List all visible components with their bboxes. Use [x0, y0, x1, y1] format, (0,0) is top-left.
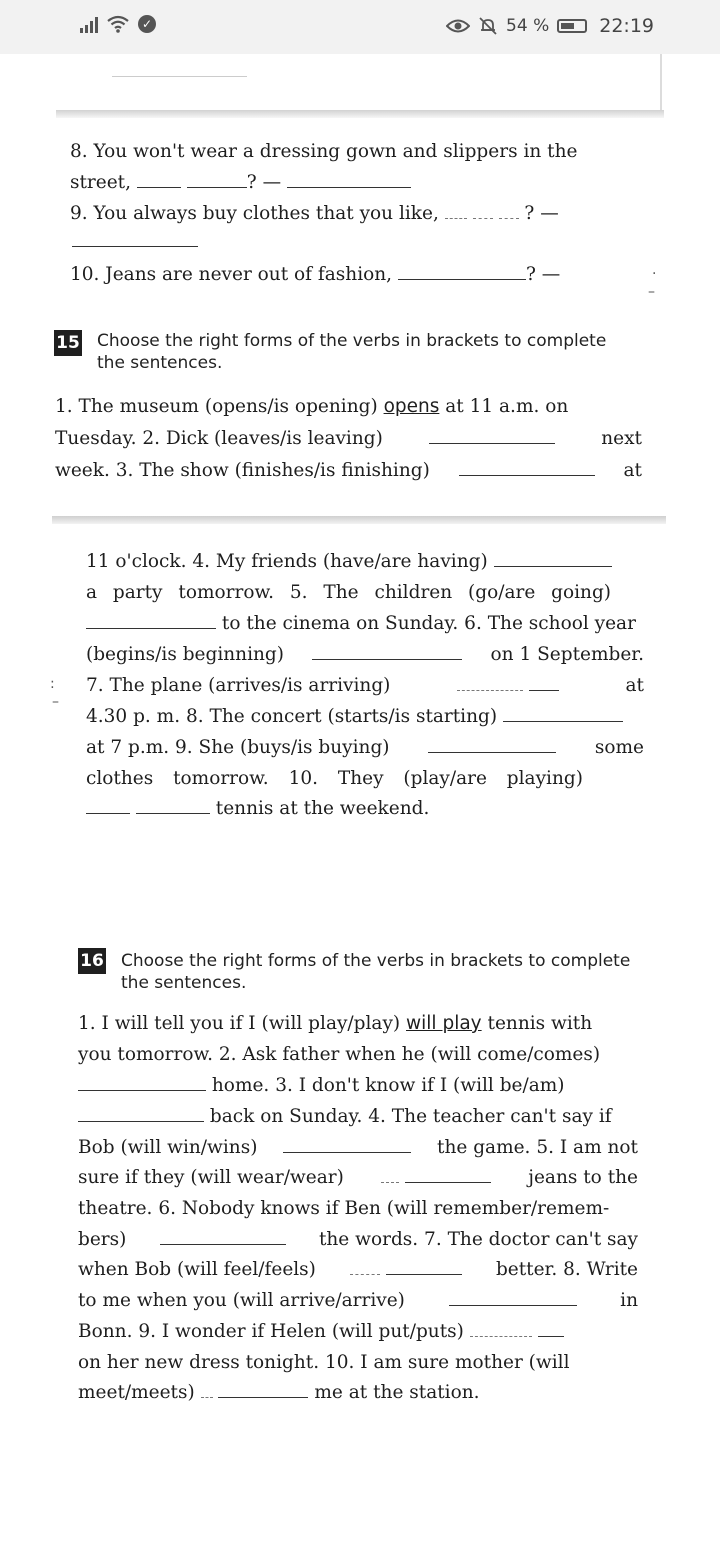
answer-blank[interactable] [473, 202, 493, 219]
ex14-line-8b: street, ? — [70, 171, 411, 195]
answer-blank[interactable] [72, 230, 198, 247]
ex14-line-10: 10. Jeans are never out of fashion, ? — [70, 264, 561, 285]
ex15-line-6: to the cinema on Sunday. 6. The school year [86, 612, 636, 636]
answer-blank[interactable] [86, 612, 216, 629]
answer-blank[interactable] [470, 1320, 532, 1337]
answer-blank[interactable] [494, 550, 612, 567]
page-separator [52, 516, 666, 524]
answer-blank[interactable] [312, 643, 462, 660]
ex16-instruction: Choose the right forms of the verbs in brackets to complete the sentences. [121, 951, 631, 993]
ex15-line-1: 1. The museum (opens/is opening) opens at 11 a.m. on [55, 396, 569, 417]
ex16-line-3: home. 3. I don't know if I (will be/am) [78, 1074, 565, 1098]
margin-mark: · [652, 266, 657, 282]
example-answer: will play [406, 1013, 482, 1034]
answer-blank[interactable] [529, 674, 559, 691]
ex16-line-4: back on Sunday. 4. The teacher can't say if [78, 1105, 612, 1129]
clock-time: 22:19 [599, 15, 654, 37]
answer-blank[interactable] [503, 705, 623, 722]
answer-blank[interactable] [218, 1381, 308, 1398]
exercise-number-badge: 16 [78, 948, 106, 974]
ex15-line-2: Tuesday. 2. Dick (leaves/is leaving) next [55, 428, 642, 449]
ex16-line-9: when Bob (will feel/feels) better. 8. Write [78, 1259, 638, 1280]
ex16-line-13: meet/meets) me at the station. [78, 1382, 480, 1403]
answer-blank[interactable] [428, 736, 556, 753]
answer-blank[interactable] [187, 171, 247, 188]
answer-blank[interactable] [398, 263, 526, 280]
answer-blank[interactable] [405, 1166, 491, 1183]
ex16-line-6: sure if they (will wear/wear) jeans to the [78, 1167, 638, 1188]
ex16-line-8: bers) the words. 7. The doctor can't say [78, 1229, 638, 1250]
eye-icon [446, 18, 470, 34]
answer-blank[interactable] [201, 1381, 213, 1398]
margin-mark: – [648, 284, 655, 300]
ex14-line-8a: 8. You won't wear a dressing gown and slippers in the [70, 141, 578, 162]
mute-bell-icon [478, 16, 498, 36]
margin-mark: – [52, 694, 59, 710]
battery-percent: 54 % [506, 16, 550, 36]
answer-blank[interactable] [445, 202, 467, 219]
page-edge [660, 54, 662, 110]
example-answer: opens [383, 396, 440, 417]
answer-blank[interactable] [429, 427, 555, 444]
answer-blank[interactable] [457, 674, 523, 691]
answer-blank[interactable] [350, 1258, 380, 1275]
ex16-line-7: theatre. 6. Nobody knows if Ben (will remember/remem- [78, 1198, 610, 1219]
check-circle-icon: ✓ [138, 15, 156, 33]
answer-blank[interactable] [381, 1166, 399, 1183]
answer-blank[interactable] [499, 202, 519, 219]
ex15-line-11: clothes tomorrow. 10. They (play/are playing) [86, 768, 583, 789]
ex15-line-9: 4.30 p. m. 8. The concert (starts/is starting) [86, 705, 623, 729]
answer-blank[interactable] [137, 171, 181, 188]
ex16-line-11: Bonn. 9. I wonder if Helen (will put/puts) [78, 1320, 564, 1344]
ex15-line-3: week. 3. The show (finishes/is finishing) at [55, 460, 642, 481]
exercise-number-badge: 15 [54, 330, 82, 356]
answer-blank[interactable] [459, 459, 595, 476]
answer-blank[interactable] [538, 1320, 564, 1337]
ex16-line-10: to me when you (will arrive/arrive) in [78, 1290, 638, 1311]
faded-rule [112, 76, 247, 77]
signal-icon [80, 15, 98, 33]
ex15-line-8: 7. The plane (arrives/is arriving) at [86, 675, 644, 696]
ex15-line-5: a party tomorrow. 5. The children (go/are going) [86, 582, 612, 603]
answer-blank[interactable] [449, 1289, 577, 1306]
margin-mark: : [50, 676, 55, 692]
answer-blank[interactable] [78, 1105, 204, 1122]
ex15-instruction: Choose the right forms of the verbs in brackets to complete the sentences. [97, 331, 607, 373]
ex15-line-10: at 7 p.m. 9. She (buys/is buying) some [86, 737, 644, 758]
ex16-line-1: 1. I will tell you if I (will play/play) will play tennis with [78, 1013, 593, 1034]
wifi-icon [106, 15, 130, 33]
ex16-line-12: on her new dress tonight. 10. I am sure mother (will [78, 1352, 570, 1373]
answer-blank[interactable] [386, 1258, 462, 1275]
answer-blank[interactable] [287, 171, 411, 188]
ex15-line-4: 11 o'clock. 4. My friends (have/are having) [86, 550, 612, 574]
ex16-line-2: you tomorrow. 2. Ask father when he (will come/comes) [78, 1044, 601, 1065]
ex15-line-12: tennis at the weekend. [86, 797, 429, 821]
answer-blank[interactable] [136, 797, 210, 814]
status-bar [0, 0, 720, 54]
answer-blank[interactable] [78, 1074, 206, 1091]
answer-blank[interactable] [283, 1136, 411, 1153]
answer-blank[interactable] [86, 797, 130, 814]
battery-icon [557, 19, 587, 33]
ex15-line-7: (begins/is beginning) on 1 September. [86, 644, 644, 665]
page-separator [56, 110, 664, 118]
answer-blank[interactable] [160, 1228, 286, 1245]
ex14-line-9: 9. You always buy clothes that you like, ? — [70, 203, 559, 224]
ex16-line-5: Bob (will win/wins) the game. 5. I am not [78, 1137, 638, 1158]
